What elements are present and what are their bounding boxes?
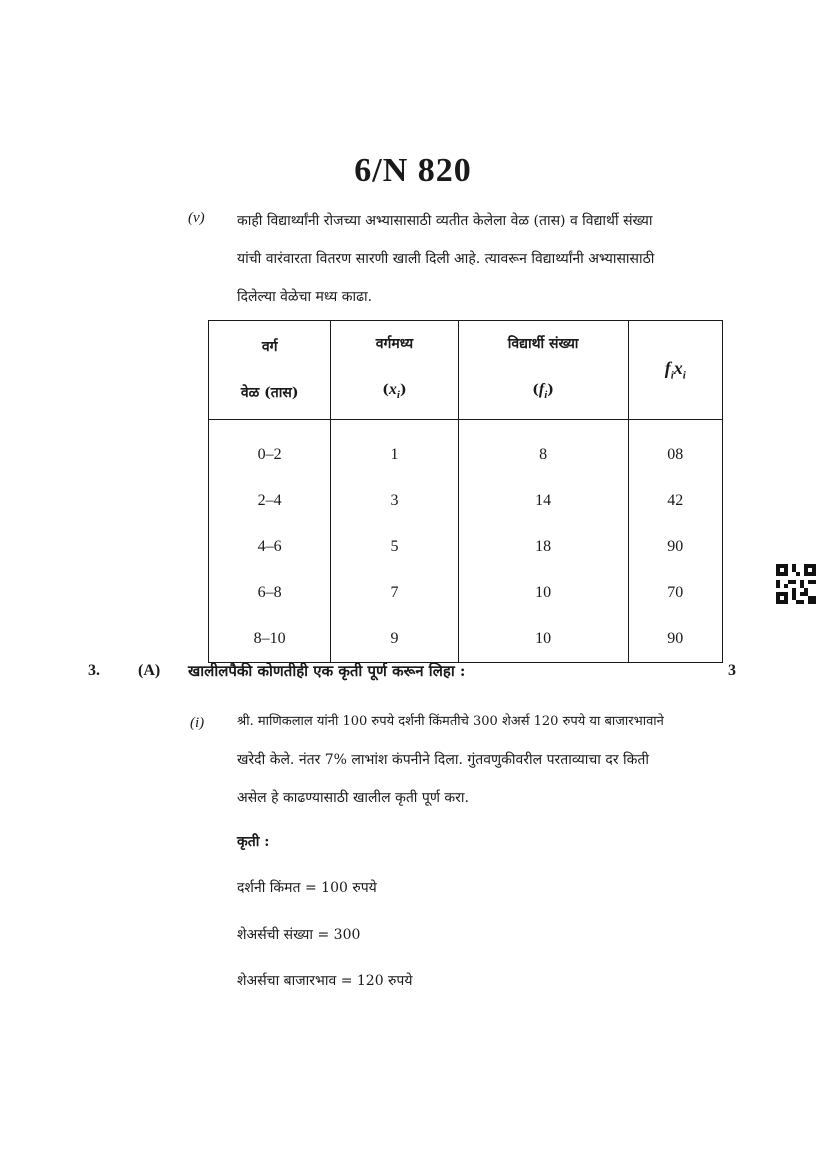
question-v-line-1: काही विद्यार्थ्यांनी रोजच्या अभ्यासासाठी व्यतीत केलेला वेळ (तास) व विद्यार्थी संख्या [237,213,653,229]
page-code: 6/N 820 [354,152,472,189]
activity-line-3: शेअर्सचा बाजारभाव = 120 रुपये [237,973,413,989]
question-i-line-2: खरेदी केले. नंतर 7% लाभांश कंपनीने दिला. गुंतवणुकीवरील परताव्याचा दर किती [237,752,649,768]
cell-mid: 5 [331,524,458,570]
qr-code-icon [776,564,816,604]
question-i-text [237,703,742,817]
cell-fx: 70 [628,570,722,616]
section-part: (A) [138,662,161,679]
question-i-line-3: असेल हे काढण्यासाठी खालील कृती पूर्ण करा. [237,790,469,806]
cell-freq: 10 [458,616,628,663]
cell-mid: 7 [331,570,458,616]
header-class-mark: वर्गमध्य $(x_i)$ [331,321,458,420]
section-number: 3. [88,662,100,679]
section-instruction: खालीलपैकी कोणतीही एक कृती पूर्ण करून लिहा : [188,662,466,680]
table-row [209,478,723,524]
cell-class: 8–10 [209,616,331,663]
cell-class: 4–6 [209,524,331,570]
header-fixi: $f_ix_i$ [628,321,722,420]
question-i-line-1: श्री. माणिकलाल यांनी 100 रुपये दर्शनी किंमतीचे 300 शेअर्स 120 रुपये या बाजारभावाने [237,714,664,729]
activity-label: कृती : [237,834,270,850]
table-row [209,420,723,479]
frequency-table [208,320,723,663]
cell-fx: 90 [628,616,722,663]
cell-freq: 10 [458,570,628,616]
cell-mid: 9 [331,616,458,663]
cell-freq: 8 [458,420,628,479]
cell-freq: 14 [458,478,628,524]
cell-fx: 42 [628,478,722,524]
table-row [209,616,723,663]
cell-class: 6–8 [209,570,331,616]
cell-mid: 3 [331,478,458,524]
header-frequency: विद्यार्थी संख्या $(f_i)$ [458,321,628,420]
activity-line-1: दर्शनी किंमत = 100 रुपये [237,880,377,896]
question-v-label: (v) [188,210,205,226]
question-v-line-3: दिलेल्या वेळेचा मध्य काढा. [237,289,373,305]
question-v-text [237,202,737,316]
question-i-label: (i) [190,715,205,731]
cell-class: 2–4 [209,478,331,524]
cell-fx: 08 [628,420,722,479]
table-row [209,524,723,570]
cell-freq: 18 [458,524,628,570]
table-header-row [209,321,723,420]
activity-line-2: शेअर्सची संख्या = 300 [237,927,361,943]
question-v-line-2: यांची वारंवारता वितरण सारणी खाली दिली आहे. त्यावरून विद्यार्थ्यांनी अभ्यासासाठी [237,251,655,267]
cell-mid: 1 [331,420,458,479]
cell-class: 0–2 [209,420,331,479]
cell-fx: 90 [628,524,722,570]
header-class: वर्ग वेळ (तास) [209,321,331,420]
table-row [209,570,723,616]
section-marks: 3 [728,662,736,679]
